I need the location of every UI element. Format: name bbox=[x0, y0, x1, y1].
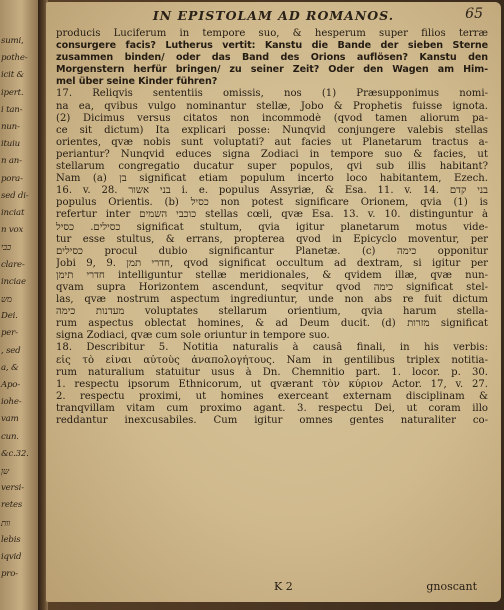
text-line: na ea, qvibus vulgo nominantur stellæ, Jobo & Prophetis fuisse ignota. bbox=[56, 100, 488, 112]
text-line: כסילים procul dubio significantur Planetæ. (c) כימה opponitur bbox=[56, 245, 488, 257]
catchword: gnoscant bbox=[426, 580, 477, 593]
text-line: Jobi 9, 9. חדרי תמן, qvod significat occultum ad dextram, si igitur per bbox=[56, 257, 488, 269]
text-line: rum naturalium statuitur usus à Dn. Chemnitio part. 1. locor. p. 30. bbox=[56, 366, 488, 378]
facing-page-fragment: ipert. bbox=[1, 87, 24, 98]
text-line: 2. respectu proximi, ut homines exerceant externam disciplinam & bbox=[56, 390, 488, 402]
facing-page-fragment: n vox bbox=[1, 225, 24, 236]
text-line: stellarum congregatio ducatur super populos, qvi sub illis habitant? bbox=[56, 161, 488, 173]
text-line: חדרי תימן intelliguntur stellæ meridionales, & qvidem illæ, qvæ nun- bbox=[56, 269, 488, 281]
facing-page-fragment: , sed bbox=[1, 345, 21, 356]
facing-page-fragment: כבי bbox=[1, 243, 11, 254]
facing-page-fragment: מש bbox=[1, 295, 12, 305]
facing-page-fragment: a, & bbox=[1, 362, 19, 373]
facing-page-fragment: retes bbox=[1, 500, 23, 511]
facing-page-fragment: ituiu bbox=[1, 139, 21, 150]
facing-page-fragment: Dei. bbox=[1, 311, 18, 322]
text-line: mel über seine Kinder führen? bbox=[56, 76, 218, 88]
text-line: tranqvillam vitam cum proximo agant. 3. respectu Dei, ut coram illo bbox=[56, 402, 488, 414]
body-text bbox=[56, 28, 488, 427]
text-line: מעדנות כימה voluptates stellarum orientium, qvia harum stella- bbox=[56, 306, 488, 318]
page-number: 65 bbox=[465, 6, 483, 22]
facing-page-fragment: שן bbox=[1, 467, 9, 477]
facing-page-fragment: inciae bbox=[1, 276, 26, 287]
text-line: refertur inter כוכבי השמים stellas cœli, qvæ Esa. 13. v. 10. distinguntur à bbox=[56, 209, 488, 221]
text-line: 16. v. 28. בני אשור i. e. populus Assyriæ, & Esa. 11. v. 14. בני קדם bbox=[56, 185, 488, 197]
facing-page-fragment: pro- bbox=[1, 569, 18, 580]
text-line: εἰς τὸ εἶναι αὐτοὺς ἀναπολογήτους. Nam in gentilibus triplex notitia- bbox=[56, 354, 488, 366]
facing-page-fragment: lebis bbox=[1, 534, 21, 545]
text-line: Morgenstern herfür bringen/ zu seiner Zeit? Oder den Wagen am Him- bbox=[56, 64, 488, 76]
facing-page-fragment: Apo- bbox=[1, 380, 20, 390]
facing-page-fragment: per- bbox=[1, 328, 18, 339]
facing-page-fragment: i tan- bbox=[1, 104, 23, 115]
facing-page-edge bbox=[0, 0, 38, 610]
text-line: producis Luciferum in tempore suo, & hesperum super filios terræ bbox=[56, 28, 488, 39]
facing-page-fragment: inciat bbox=[1, 208, 25, 218]
facing-page-fragment: n an- bbox=[1, 156, 22, 167]
text-line: reddantur inexcusabiles. Cum igitur omnes gentes naturaliter co- bbox=[56, 415, 488, 426]
facing-page-fragment: clare- bbox=[1, 259, 25, 270]
text-line: qvam supra Horizontem ascendunt, seqvitur qvod כימה significat stel- bbox=[56, 281, 488, 293]
facing-page-fragment: sumi, bbox=[1, 36, 24, 46]
text-line: 18. Describitur 5. Notitia naturalis à causâ finali, in his verbis: bbox=[56, 342, 488, 354]
page-header bbox=[46, 6, 501, 26]
facing-page-fragment: versi- bbox=[1, 483, 24, 494]
text-line: 17. Reliqvis sententiis omissis, nos (1) Præsupponimus nomi- bbox=[56, 88, 488, 100]
facing-page-fragment: nun- bbox=[1, 122, 20, 132]
signature-mark: K 2 bbox=[274, 580, 293, 593]
text-line: rum aspectus oblectat homines, & ad Deum ducit. (d) מזרות significat bbox=[56, 318, 488, 330]
facing-page-fragment: sed di- bbox=[1, 190, 29, 201]
text-line: populus Orientis. (b) כסיל non potest significare Orionem, qvia (1) is bbox=[56, 197, 488, 209]
text-line: signa Zodiaci, qvæ cum sole oriuntur in tempore suo. bbox=[56, 330, 330, 342]
text-line: tur esse stultus, & errans, propterea qvod in Epicyclo moventur, per bbox=[56, 233, 488, 245]
facing-page-fragment: vam bbox=[1, 414, 19, 425]
text-line: כסילים. כסיל significat stultum, qvia igitur planetarum motus vide- bbox=[56, 221, 488, 233]
text-line: 1. respectu ipsorum Ethnicorum, ut qværant τὸν κύριον Actor. 17, v. 27. bbox=[56, 378, 488, 390]
text-line: periantur? Nunqvid educes signa Zodiaci in tempore suo & facies, ut bbox=[56, 148, 488, 160]
facing-page-fragment: icit & bbox=[1, 70, 24, 81]
facing-page-fragment: pothe- bbox=[1, 53, 28, 64]
facing-page-fragment: iohe- bbox=[1, 397, 22, 408]
text-line: ce sit dictum) Ita explicari posse: Nunqvid conjungere valebis stellas bbox=[56, 124, 488, 136]
facing-page-fragment: &c.32. bbox=[1, 448, 29, 459]
facing-page-fragment: cun. bbox=[1, 431, 19, 442]
text-line: orientes, qvæ nobis sunt voluptati? aut facies ut Planetarum tractus a- bbox=[56, 136, 488, 148]
facing-page-fragment: וות bbox=[1, 518, 11, 529]
text-line: Nam (a) בן significat etiam populum incerto loco habitantem, Ezech. bbox=[56, 173, 488, 185]
facing-page-fragment: iqvid bbox=[1, 552, 22, 562]
book-page bbox=[46, 2, 501, 602]
facing-page-fragment: pora- bbox=[1, 173, 23, 184]
text-line: zusammen binden/ oder das Band des Orions auflösen? Kanstu den bbox=[56, 52, 488, 64]
text-line: (2) Dicimus versus citatos non incommodè (qvod tamen aliorum pa- bbox=[56, 112, 488, 124]
text-line: las, qvæ nostrum aspectum ingrediuntur, unde non abs re fuit dictum bbox=[56, 294, 488, 306]
text-line: consurgere facis? Lutherus vertit: Kanstu die Bande der sieben Sterne bbox=[56, 40, 488, 52]
running-title: IN EPISTOLAM AD ROMANOS. bbox=[152, 8, 395, 23]
